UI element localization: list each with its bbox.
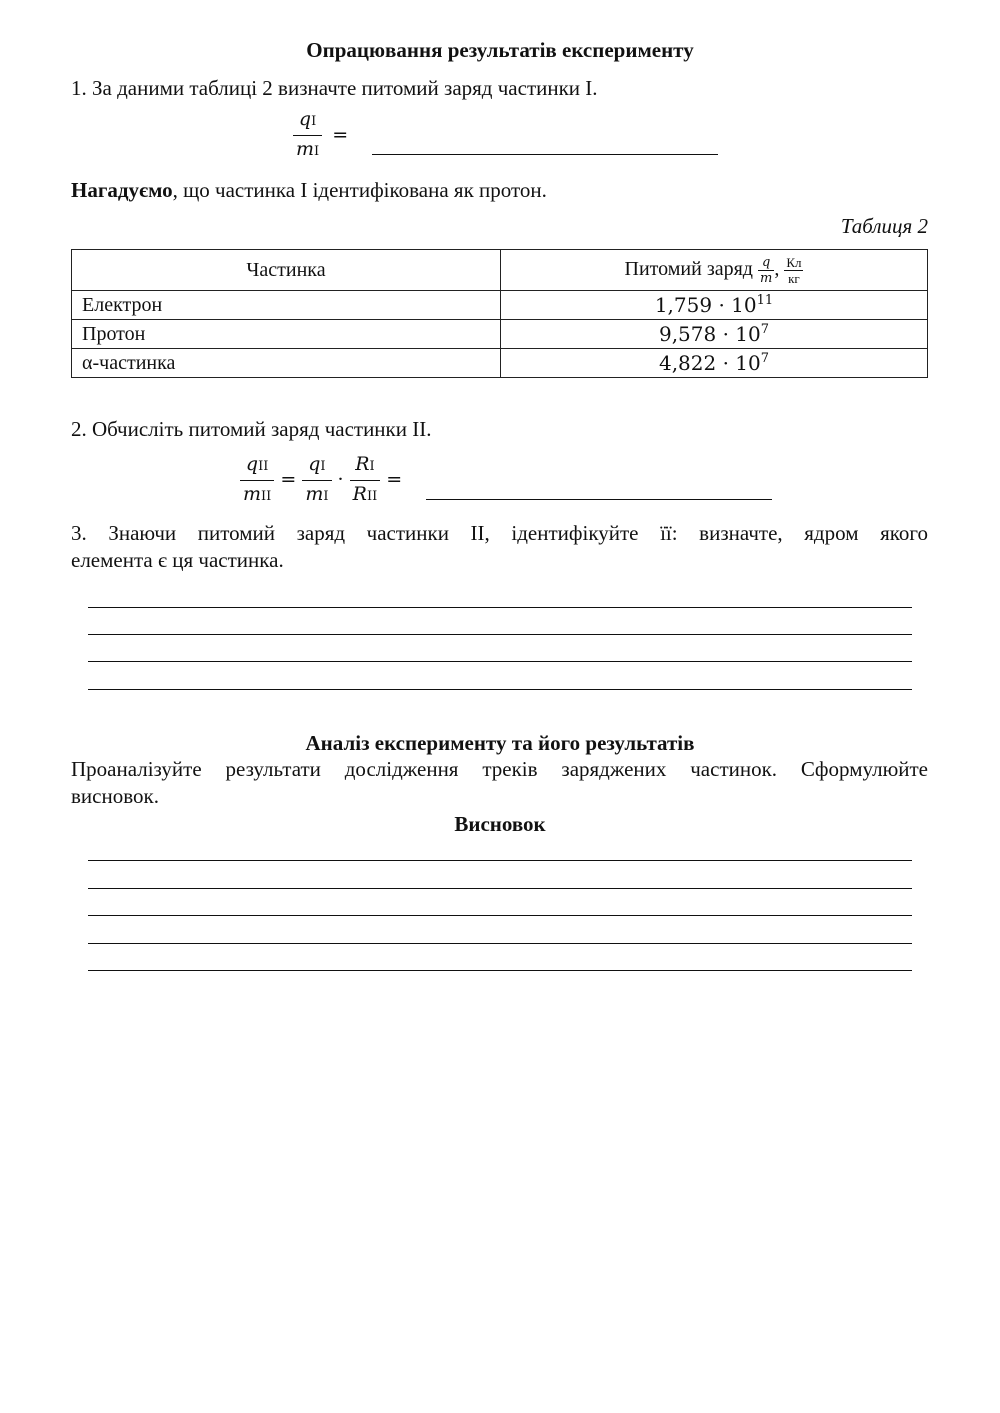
row-particle-name: Електрон bbox=[72, 291, 501, 320]
answer-line[interactable] bbox=[88, 661, 912, 662]
answer-line[interactable] bbox=[88, 634, 912, 635]
row-value: $9,578 \cdot 10^7$ bbox=[501, 320, 928, 349]
task-1-text: 1. За даними таблиці 2 визначте питомий заряд частинки I. bbox=[71, 76, 598, 100]
row-particle-name: Протон bbox=[72, 320, 501, 349]
table-header-row bbox=[72, 250, 928, 291]
table-row bbox=[72, 291, 928, 320]
table-row bbox=[72, 320, 928, 349]
fraction-r1-r2: $\frac{RI}{\text{RII}}$ bbox=[350, 451, 381, 510]
header-particle: Частинка bbox=[72, 250, 501, 291]
conclusion-title: Висновок bbox=[454, 812, 546, 836]
answer-blank-2[interactable] bbox=[426, 499, 772, 500]
table-row bbox=[72, 349, 928, 378]
fraction-q1-m1: $\frac{qI}{mI}$ bbox=[293, 106, 322, 165]
section-title-analysis: Аналіз експерименту та його результатів bbox=[305, 731, 695, 755]
answer-blank-1[interactable] bbox=[372, 154, 718, 155]
row-value: $4,822 \cdot 10^7$ bbox=[501, 349, 928, 378]
answer-line[interactable] bbox=[88, 888, 912, 889]
row-value: $1,759 \cdot 10^{11}$ bbox=[501, 291, 928, 320]
answer-line[interactable] bbox=[88, 607, 912, 608]
analysis-prompt: Проаналізуйте результати дослідження треків заряджених частинок. Сформулюйте висновок. bbox=[71, 757, 928, 808]
formula-specific-charge-1: $\frac{qI}{mI}$ = bbox=[293, 106, 718, 165]
header-unit-fraction: Кл кг bbox=[786, 254, 802, 286]
answer-line[interactable] bbox=[88, 943, 912, 944]
header-specific-charge: Питомий заряд $\frac{q}{m}$ , Кл кг bbox=[501, 250, 928, 291]
section-title-processing: Опрацювання результатів експерименту bbox=[306, 38, 694, 62]
answer-line[interactable] bbox=[88, 915, 912, 916]
task-2-text: 2. Обчисліть питомий заряд частинки II. bbox=[71, 417, 432, 441]
specific-charge-table bbox=[71, 249, 928, 378]
fraction-q1-m1: $\frac{qI}{mI}$ bbox=[302, 451, 331, 510]
table-caption: Таблиця 2 bbox=[840, 214, 928, 238]
row-particle-name: α-частинка bbox=[72, 349, 501, 378]
fraction-q2-m2: $\frac{\text{qII}}{\text{mII}}$ bbox=[240, 451, 274, 510]
answer-line[interactable] bbox=[88, 970, 912, 971]
answer-line[interactable] bbox=[88, 689, 912, 690]
task-3-text: 3. Знаючи питомий заряд частинки II, ідентифікуйте її: визначте, ядром якого елемента є ця частинка. bbox=[71, 521, 928, 572]
reminder-text: Нагадуємо, що частинка I ідентифікована як протон. bbox=[71, 178, 547, 202]
header-fraction-q-m: $\frac{q}{m}$ bbox=[759, 254, 773, 286]
answer-line[interactable] bbox=[88, 860, 912, 861]
formula-specific-charge-2: $\frac{\text{qII}}{\text{mII}}$ = $\frac{qI}{mI}$ · $\frac{RI}{\text{RII}}$ = bbox=[240, 451, 772, 510]
